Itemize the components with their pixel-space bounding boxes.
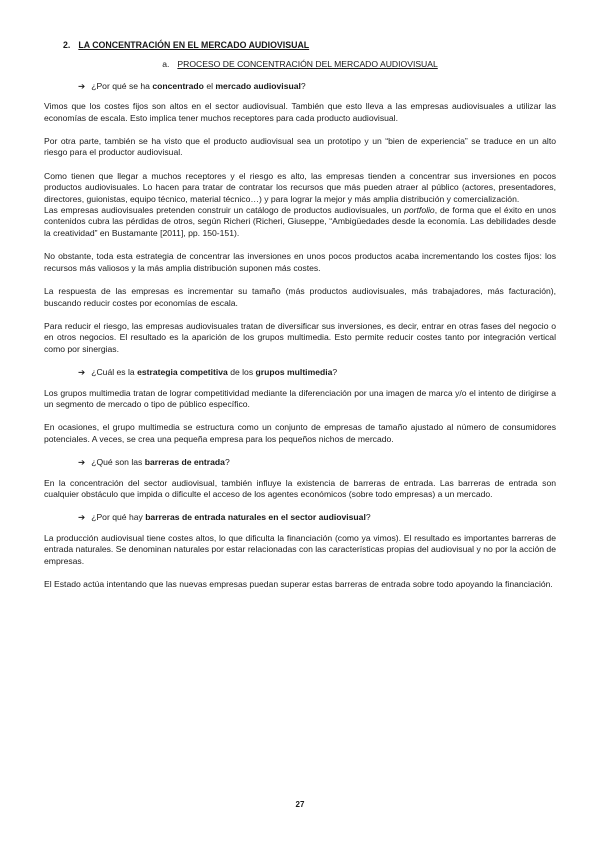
- paragraph: En la concentración del sector audiovisual, también influye la existencia de barreras de entrada. Las barreras de entrada son cualquier obstáculo que impida o dificulte el acceso de los agentes económicos (sobre todo empresas) a un mercado.: [44, 477, 556, 499]
- paragraph-italic: portfolio: [404, 205, 435, 216]
- question-text: de los: [227, 367, 256, 378]
- paragraph: Vimos que los costes fijos son altos en el sector audiovisual. También que esto lleva a las empresas audiovisuales a utilizar las economías de escala. Esto implica tener muchos receptores para cada producto audiovisual.: [44, 101, 556, 123]
- question-text: el: [203, 80, 216, 91]
- question-text: ¿Por qué hay: [91, 512, 146, 523]
- paragraph: Para reducir el riesgo, las empresas audiovisuales tratan de diversificar sus inversiones, es decir, entrar en otras fases del negocio o en otros negocios. El resultado es la aparición de los grupos multimedia. Esto permite reducir costes tanto por integración vertical como por sinergias.: [44, 320, 556, 354]
- arrow-right-icon: ➔: [78, 367, 86, 378]
- subsection-label: a.: [162, 59, 170, 70]
- question-text: ¿Qué son las: [91, 457, 145, 468]
- section-heading: [63, 40, 556, 51]
- question-text: ?: [224, 457, 230, 468]
- question-bold: barreras de entrada naturales en el sector audiovisual: [145, 512, 366, 523]
- paragraph: El Estado actúa intentando que las nuevas empresas puedan superar estas barreras de entrada sobre todo apoyando la financiación.: [44, 579, 553, 589]
- paragraph: La respuesta de las empresas es incrementar su tamaño (más productos audiovisuales, más trabajadores, más facturación), buscando reducir costes por economías de escala.: [44, 286, 556, 308]
- question-text: ?: [332, 367, 338, 378]
- paragraph: Por otra parte, también se ha visto que el producto audiovisual sea un prototipo y un “bien de experiencia” se traduce en un alto riesgo para el productor audiovisual.: [44, 136, 556, 158]
- arrow-right-icon: ➔: [78, 512, 86, 523]
- section-number: 2.: [63, 40, 71, 50]
- question-bold: mercado audiovisual: [215, 80, 301, 91]
- paragraph: Como tienen que llegar a muchos receptores y el riesgo es alto, las empresas tienden a concentrar sus inversiones en pocos productos audiovisuales. Lo hacen para tratar de contratar los recursos que más pueden atraer al público (actores, presentadores, directores, guionistas, equipo técnico, material técnico…) y para lograr la mejor y más amplia distribución y comercialización.: [44, 170, 556, 204]
- question-2: [78, 367, 556, 378]
- paragraph: En ocasiones, el grupo multimedia se estructura como un conjunto de empresas de tamaño ajustado al número de consumidores potenciales. A veces, se crea una pequeña empresa para los pequeños nichos de mercado.: [44, 422, 556, 444]
- question-text: ?: [365, 512, 371, 523]
- subsection-heading: [44, 59, 556, 70]
- question-text: ¿Por qué se ha: [91, 80, 153, 91]
- question-text: ¿Cuál es la: [91, 367, 138, 378]
- question-bold: concentrado: [152, 80, 204, 91]
- question-4: [78, 512, 556, 523]
- question-1: [78, 81, 556, 92]
- paragraph: Los grupos multimedia tratan de lograr competitividad mediante la diferenciación por una imagen de marca y/o el intento de dirigirse a un segmento de mercado o tipo de público específico.: [44, 387, 556, 409]
- page-number: 27: [295, 800, 305, 809]
- arrow-right-icon: ➔: [78, 80, 86, 91]
- paragraph-text: , de forma que el éxito en unos contenidos cubra las pérdidas de otros, según Richeri (Richeri, Giuseppe, “Ambigüedades desde la economía. Las debilidades desde la creatividad” en Bustamante [2011], pp. 150-151).: [44, 205, 556, 238]
- question-bold: barreras de entrada: [144, 457, 225, 468]
- section-title: LA CONCENTRACIÓN EN EL MERCADO AUDIOVISUAL: [78, 40, 310, 50]
- paragraph: [44, 205, 556, 239]
- page-content: [44, 40, 556, 602]
- paragraph-text: Las empresas audiovisuales pretenden construir un catálogo de productos audiovisuales, un: [44, 205, 405, 216]
- subsection-title: PROCESO DE CONCENTRACIÓN DEL MERCADO AUDIOVISUAL: [177, 59, 438, 70]
- arrow-right-icon: ➔: [78, 457, 86, 468]
- question-text: ?: [300, 80, 306, 91]
- question-3: [78, 457, 556, 468]
- question-bold: estrategia competitiva: [137, 367, 228, 378]
- paragraph: La producción audiovisual tiene costes altos, lo que dificulta la financiación (como ya vimos). El resultado es importantes barreras de entrada naturales. Se denominan naturales por estar relacionadas con las características propias del audiovisual y no por la acción de empresas.: [44, 532, 556, 566]
- question-bold: grupos multimedia: [255, 367, 333, 378]
- paragraph: No obstante, toda esta estrategia de concentrar las inversiones en unos pocos productos acaba incrementando los costes fijos: los recursos más valiosos y la más amplia distribución suponen más costes.: [44, 251, 556, 273]
